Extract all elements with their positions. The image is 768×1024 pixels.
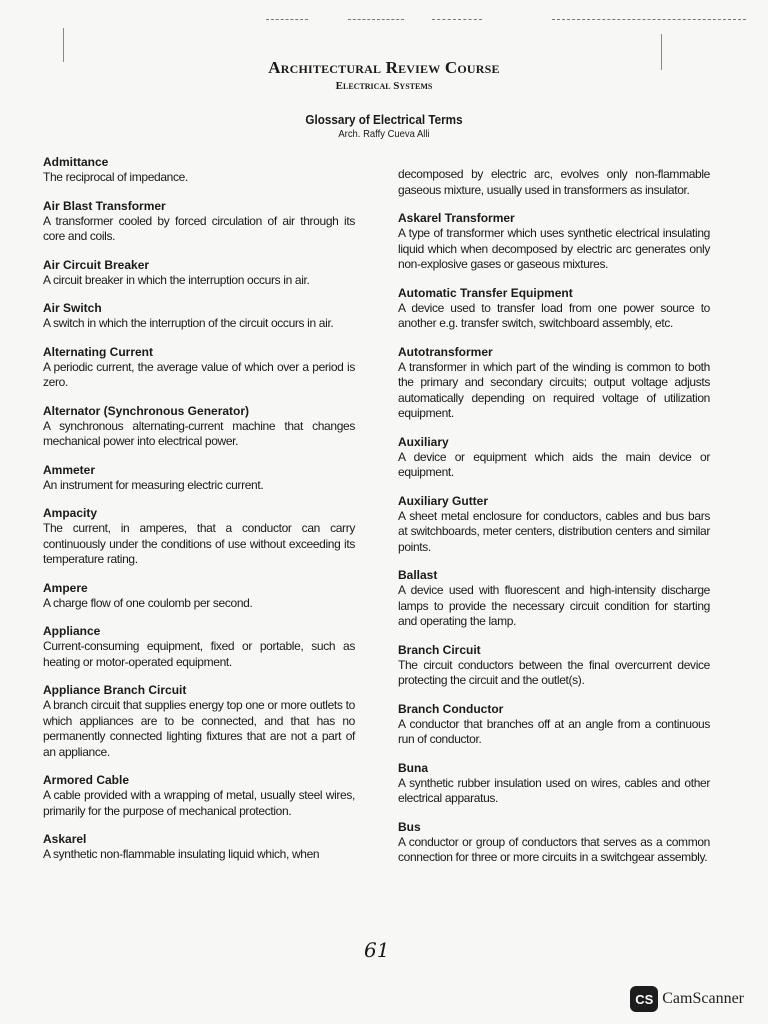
term-name: Auxiliary Gutter (398, 493, 489, 508)
camscanner-watermark (630, 986, 744, 1012)
glossary-entry (43, 155, 355, 186)
term-definition: A periodic current, the average value of which over a period is zero. (43, 359, 355, 389)
glossary-entry (398, 820, 710, 866)
term-definition: Current-consuming equipment, fixed or portable, such as heating or motor-operated equipment. (43, 639, 355, 669)
scan-artifact-dash (348, 19, 404, 20)
term-name: Autotransformer (398, 344, 493, 359)
glossary-entry (43, 832, 355, 863)
term-definition: A transformer cooled by forced circulation of air through its core and coils. (43, 213, 355, 243)
glossary-entry (398, 568, 710, 630)
glossary-entry-continuation (398, 167, 710, 198)
scan-artifact-dash (552, 19, 746, 20)
term-definition: A synthetic non-flammable insulating liquid which, when (43, 847, 320, 861)
term-definition: The circuit conductors between the final overcurrent device protecting the circuit and the outlet(s). (398, 657, 710, 687)
term-definition: A charge flow of one coulomb per second. (43, 595, 253, 610)
glossary-entry (398, 286, 710, 332)
term-name: Ammeter (43, 462, 96, 477)
term-name: Automatic Transfer Equipment (398, 285, 573, 300)
scan-artifact-dash (266, 19, 308, 20)
glossary-entry (398, 761, 710, 807)
glossary-entry (43, 301, 355, 332)
document-header (0, 58, 768, 140)
glossary-entry (398, 494, 710, 556)
scan-artifact-dash (432, 19, 482, 20)
term-name: Air Switch (43, 301, 102, 315)
term-definition: A conductor that branches off at an angle from a continuous run of conductor. (398, 716, 710, 746)
term-name: Askarel (43, 832, 87, 846)
term-definition: A transformer in which part of the winding is common to both the primary and secondary circuits; output voltage adjusts automatically depending on required voltage of utilization equipment. (398, 359, 710, 420)
camscanner-brand: CamScanner (662, 990, 744, 1007)
term-name: Buna (398, 760, 428, 775)
term-definition: A device or equipment which aids the main device or equipment. (398, 449, 710, 479)
term-name: Branch Conductor (398, 701, 504, 716)
glossary-entry (43, 258, 355, 289)
term-name: Ampere (43, 580, 88, 595)
term-definition: A synthetic rubber insulation used on wires, cables and other electrical apparatus. (398, 775, 710, 805)
right-column (398, 167, 710, 879)
term-definition: A type of transformer which uses synthetic electrical insulating liquid which when decomposed by electric arc generates only non-explosive gases or gaseous mixtures. (398, 226, 710, 271)
glossary-title: Glossary of Electrical Terms (305, 112, 463, 127)
term-definition: The current, in amperes, that a conductor can carry continuously under the conditions of use without exceeding its temperature rating. (43, 521, 355, 566)
glossary-entry (43, 345, 355, 391)
glossary-entry (398, 643, 710, 689)
term-definition: A branch circuit that supplies energy top one or more outlets to which appliances are to be connected, and that has no permanently connected lighting fixtures that are not a part of an appliance. (43, 698, 355, 759)
camscanner-logo-icon (630, 986, 658, 1012)
glossary-entry (43, 773, 355, 819)
term-definition: A device used with fluorescent and high-intensity discharge lamps to provide the necessary circuit condition for starting and operating the lamp. (398, 583, 710, 628)
term-name: Bus (398, 819, 421, 834)
glossary-entry (398, 345, 710, 422)
glossary-entry (43, 463, 355, 494)
term-name: Askarel Transformer (398, 211, 515, 225)
course-title: Architectural Review Course (268, 58, 500, 77)
term-name: Air Circuit Breaker (43, 257, 150, 272)
glossary-entry (398, 702, 710, 748)
glossary-entry (43, 199, 355, 245)
term-name: Ampacity (43, 506, 98, 520)
page-number: 61 (364, 938, 390, 962)
term-definition: A switch in which the interruption of the circuit occurs in air. (43, 316, 334, 330)
glossary-entry (398, 435, 710, 481)
term-definition: A cable provided with a wrapping of metal, usually steel wires, primarily for the purpose of mechanical protection. (43, 788, 355, 818)
term-name: Armored Cable (43, 773, 130, 787)
term-name: Ballast (398, 568, 438, 582)
term-definition: An instrument for measuring electric current. (43, 477, 264, 492)
glossary-entry (43, 624, 355, 670)
glossary-entry (43, 506, 355, 568)
term-definition: The reciprocal of impedance. (43, 170, 188, 184)
glossary-entry (43, 683, 355, 760)
term-definition: A device used to transfer load from one power source to another e.g. transfer switch, switchboard assembly, etc. (398, 300, 710, 330)
left-column (43, 155, 355, 876)
glossary-entry (398, 211, 710, 273)
term-name: Alternator (Synchronous Generator) (43, 403, 250, 418)
glossary-entry (43, 404, 355, 450)
glossary-entry (43, 581, 355, 612)
course-subtitle: Electrical Systems (335, 80, 433, 92)
term-name: Alternating Current (43, 344, 154, 359)
term-definition: A sheet metal enclosure for conductors, cables and bus bars at switchboards, meter centers, distribution centers and similar points. (398, 508, 710, 554)
term-name: Branch Circuit (398, 642, 481, 657)
author: Arch. Raffy Cueva Alli (338, 128, 430, 140)
term-name: Admittance (43, 155, 109, 169)
term-name: Appliance (43, 624, 101, 638)
logo-text: CS (635, 991, 654, 1007)
scan-artifact-line (63, 28, 64, 62)
term-name: Appliance Branch Circuit (43, 683, 187, 697)
term-name: Air Blast Transformer (43, 198, 166, 213)
term-definition: A conductor or group of conductors that serves as a common connection for three or more circuits in a switchgear assembly. (398, 834, 710, 864)
term-definition: A circuit breaker in which the interruption occurs in air. (43, 272, 310, 287)
term-definition: A synchronous alternating-current machine that changes mechanical power into electrical power. (43, 418, 355, 448)
term-definition: decomposed by electric arc, evolves only non-flammable gaseous mixture, usually used in transformers as insulator. (398, 167, 710, 197)
term-name: Auxiliary (398, 434, 449, 449)
